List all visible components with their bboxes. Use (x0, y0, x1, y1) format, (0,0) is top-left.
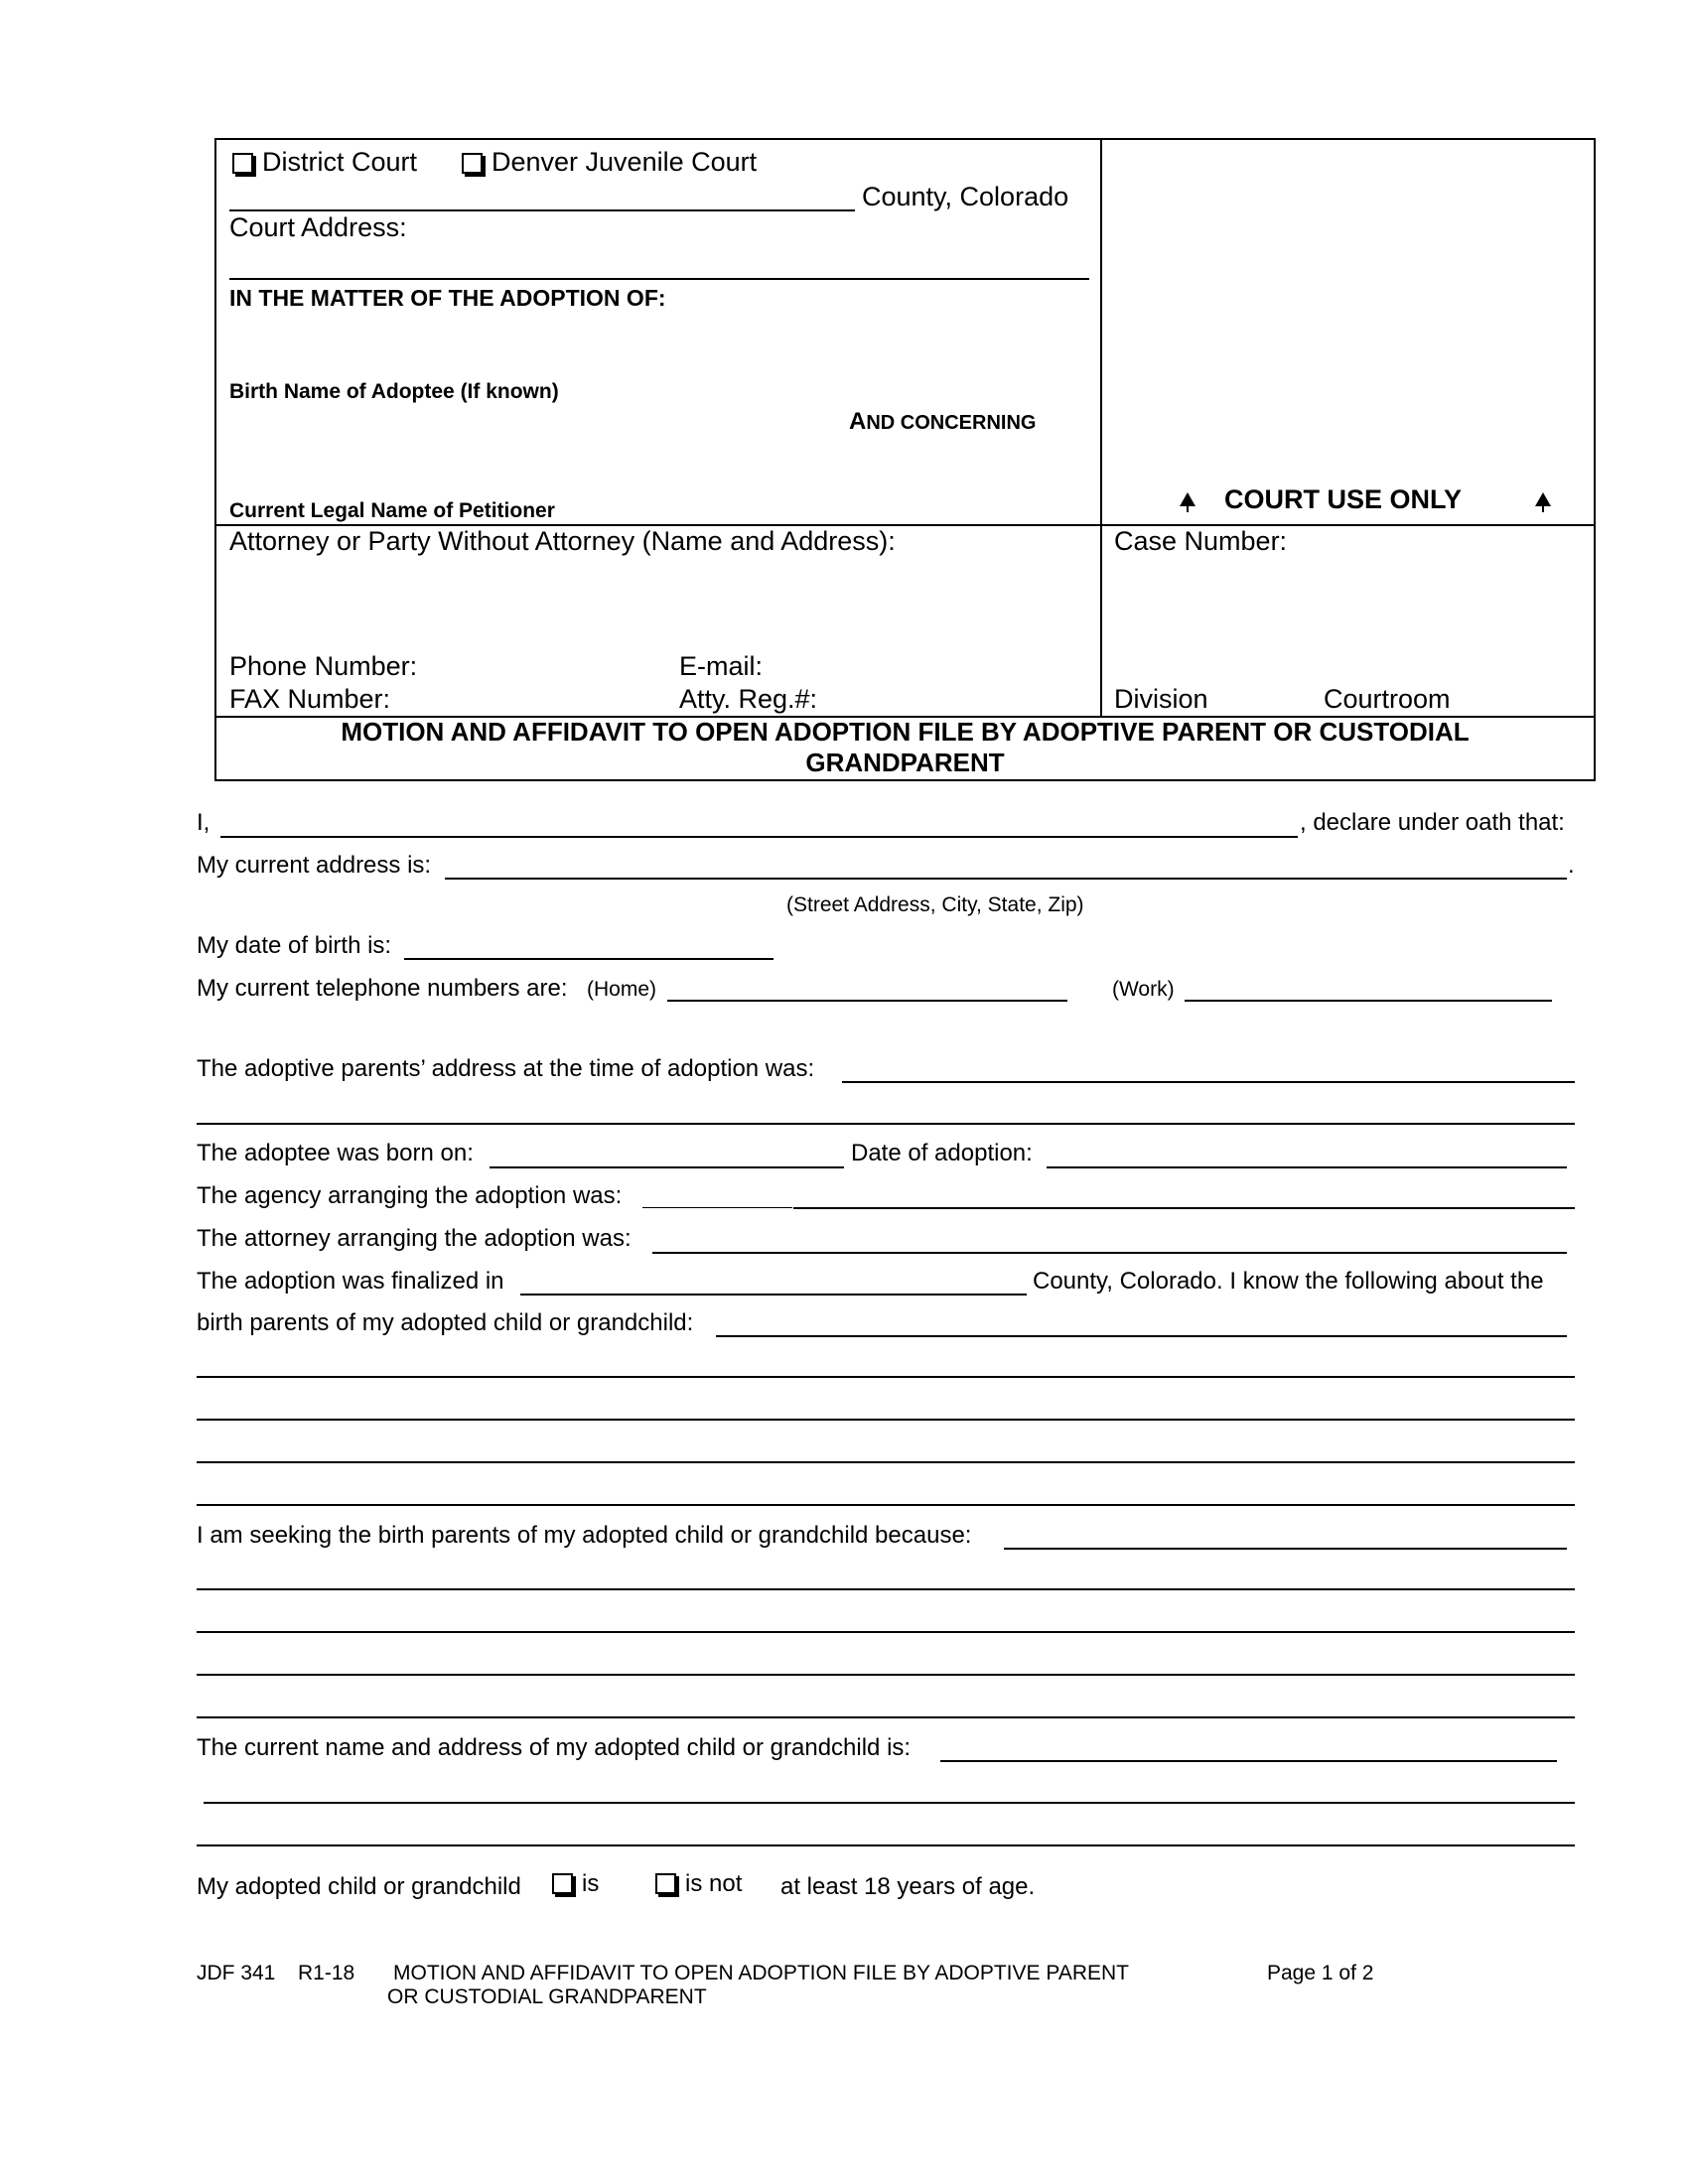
court-use-arrow-right (1535, 492, 1551, 511)
age-is-not-checkbox[interactable] (655, 1873, 676, 1894)
denver-juvenile-court-checkbox[interactable] (462, 153, 483, 174)
up-arrow-icon (1180, 492, 1196, 506)
declarant-name-field[interactable] (220, 836, 1298, 838)
form-title-line1: MOTION AND AFFIDAVIT TO OPEN ADOPTION FILE BY ADOPTIVE PARENT OR CUSTODIAL (341, 717, 1470, 747)
address-field[interactable] (445, 878, 1567, 880)
dob-label: My date of birth is: (197, 932, 392, 959)
phone-number-label: Phone Number: (229, 651, 418, 681)
current-name-field-1[interactable] (940, 1760, 1557, 1762)
matter-heading: IN THE MATTER OF THE ADOPTION OF: (229, 285, 666, 311)
footer-form-id: JDF 341 (197, 1962, 276, 1984)
division-label: Division (1114, 684, 1208, 714)
county-field[interactable] (229, 209, 855, 211)
seeking-field-2[interactable] (197, 1588, 1575, 1590)
age-is-not-option[interactable] (655, 1870, 742, 1898)
birth-parents-field-4[interactable] (197, 1461, 1575, 1463)
denver-juvenile-court-label: Denver Juvenile Court (492, 147, 758, 177)
footer-title-line1: MOTION AND AFFIDAVIT TO OPEN ADOPTION FILE BY ADOPTIVE PARENT (393, 1962, 1129, 1984)
date-of-adoption-label: Date of adoption: (851, 1140, 1033, 1166)
email-label: E-mail: (679, 651, 764, 681)
and-concerning-label (849, 408, 1036, 436)
adoptive-address-field-1[interactable] (842, 1081, 1575, 1083)
court-use-arrow-left (1180, 492, 1196, 511)
footer-revision: R1-18 (298, 1962, 355, 1984)
birth-parents-field-2[interactable] (197, 1376, 1575, 1378)
agency-field-short (642, 1207, 792, 1208)
i-prefix: I, (197, 809, 211, 836)
work-phone-field[interactable] (1185, 1000, 1552, 1002)
seeking-field-5[interactable] (197, 1716, 1575, 1718)
home-phone-field[interactable] (667, 1000, 1067, 1002)
age-is-option[interactable] (552, 1870, 599, 1898)
phones-label: My current telephone numbers are: (197, 975, 568, 1002)
birth-parents-field-5[interactable] (197, 1504, 1575, 1506)
work-label: (Work) (1112, 978, 1175, 1001)
caption-vertical-divider (1100, 138, 1102, 717)
seeking-field-3[interactable] (197, 1631, 1575, 1633)
current-name-label: The current name and address of my adopted child or grandchild is: (197, 1734, 912, 1761)
attorney-arranging-label: The attorney arranging the adoption was: (197, 1225, 632, 1252)
attorney-arranging-field[interactable] (652, 1252, 1567, 1254)
birth-name-label: Birth Name of Adoptee (If known) (229, 380, 559, 403)
finalized-label: The adoption was finalized in (197, 1268, 504, 1295)
date-of-adoption-field[interactable] (1047, 1166, 1567, 1168)
seeking-field-4[interactable] (197, 1674, 1575, 1676)
courtroom-label: Courtroom (1324, 684, 1451, 714)
attorney-label: Attorney or Party Without Attorney (Name and Address): (229, 526, 896, 556)
declare-suffix: , declare under oath that: (1300, 809, 1565, 836)
atty-reg-label: Atty. Reg.#: (679, 684, 818, 714)
footer-page-number: Page 1 of 2 (1267, 1962, 1374, 1984)
address-hint: (Street Address, City, State, Zip) (786, 893, 1084, 916)
age-is-checkbox[interactable] (552, 1873, 573, 1894)
petitioner-label: Current Legal Name of Petitioner (229, 499, 555, 522)
adoptive-address-field-2[interactable] (197, 1123, 1575, 1125)
district-court-checkbox[interactable] (232, 153, 253, 174)
birth-parents-label: birth parents of my adopted child or grandchild: (197, 1309, 694, 1336)
agency-label: The agency arranging the adoption was: (197, 1182, 623, 1209)
address-period: . (1568, 852, 1575, 879)
denver-juvenile-court-option[interactable] (462, 147, 757, 178)
adoptee-born-field[interactable] (490, 1166, 844, 1168)
age-prefix: My adopted child or grandchild (197, 1873, 521, 1900)
and-concerning-initial: A (849, 408, 867, 435)
age-is-not-label: is not (685, 1870, 743, 1897)
court-address-label: Court Address: (229, 212, 407, 242)
age-is-label: is (582, 1870, 600, 1897)
birth-parents-field-1[interactable] (716, 1335, 1567, 1337)
form-title-line2: GRANDPARENT (805, 748, 1005, 777)
seeking-label: I am seeking the birth parents of my adopted child or grandchild because: (197, 1522, 972, 1549)
home-label: (Home) (587, 978, 657, 1001)
court-use-only-label: COURT USE ONLY (1224, 484, 1463, 514)
current-name-field-2[interactable] (204, 1802, 1575, 1804)
fax-number-label: FAX Number: (229, 684, 391, 714)
footer-title-line2: OR CUSTODIAL GRANDPARENT (387, 1985, 707, 2008)
finalized-county-field[interactable] (520, 1294, 1027, 1296)
adoptee-born-label: The adoptee was born on: (197, 1140, 474, 1166)
up-arrow-icon (1535, 492, 1551, 506)
agency-field[interactable] (793, 1207, 1575, 1209)
current-name-field-3[interactable] (197, 1844, 1575, 1846)
age-suffix: at least 18 years of age. (780, 1873, 1036, 1900)
birth-parents-field-3[interactable] (197, 1419, 1575, 1421)
and-concerning-rest: ND CONCERNING (866, 412, 1037, 434)
seeking-field-1[interactable] (1004, 1548, 1567, 1550)
finalized-suffix: County, Colorado. I know the following about the (1033, 1268, 1544, 1295)
court-address-field[interactable] (229, 278, 1089, 280)
county-colorado-label: County, Colorado (862, 182, 1069, 211)
case-number-label: Case Number: (1114, 526, 1288, 556)
adoptive-address-label: The adoptive parents’ address at the time of adoption was: (197, 1055, 815, 1082)
district-court-option[interactable] (232, 147, 417, 178)
address-label: My current address is: (197, 852, 432, 879)
dob-field[interactable] (404, 958, 774, 960)
district-court-label: District Court (262, 147, 418, 177)
